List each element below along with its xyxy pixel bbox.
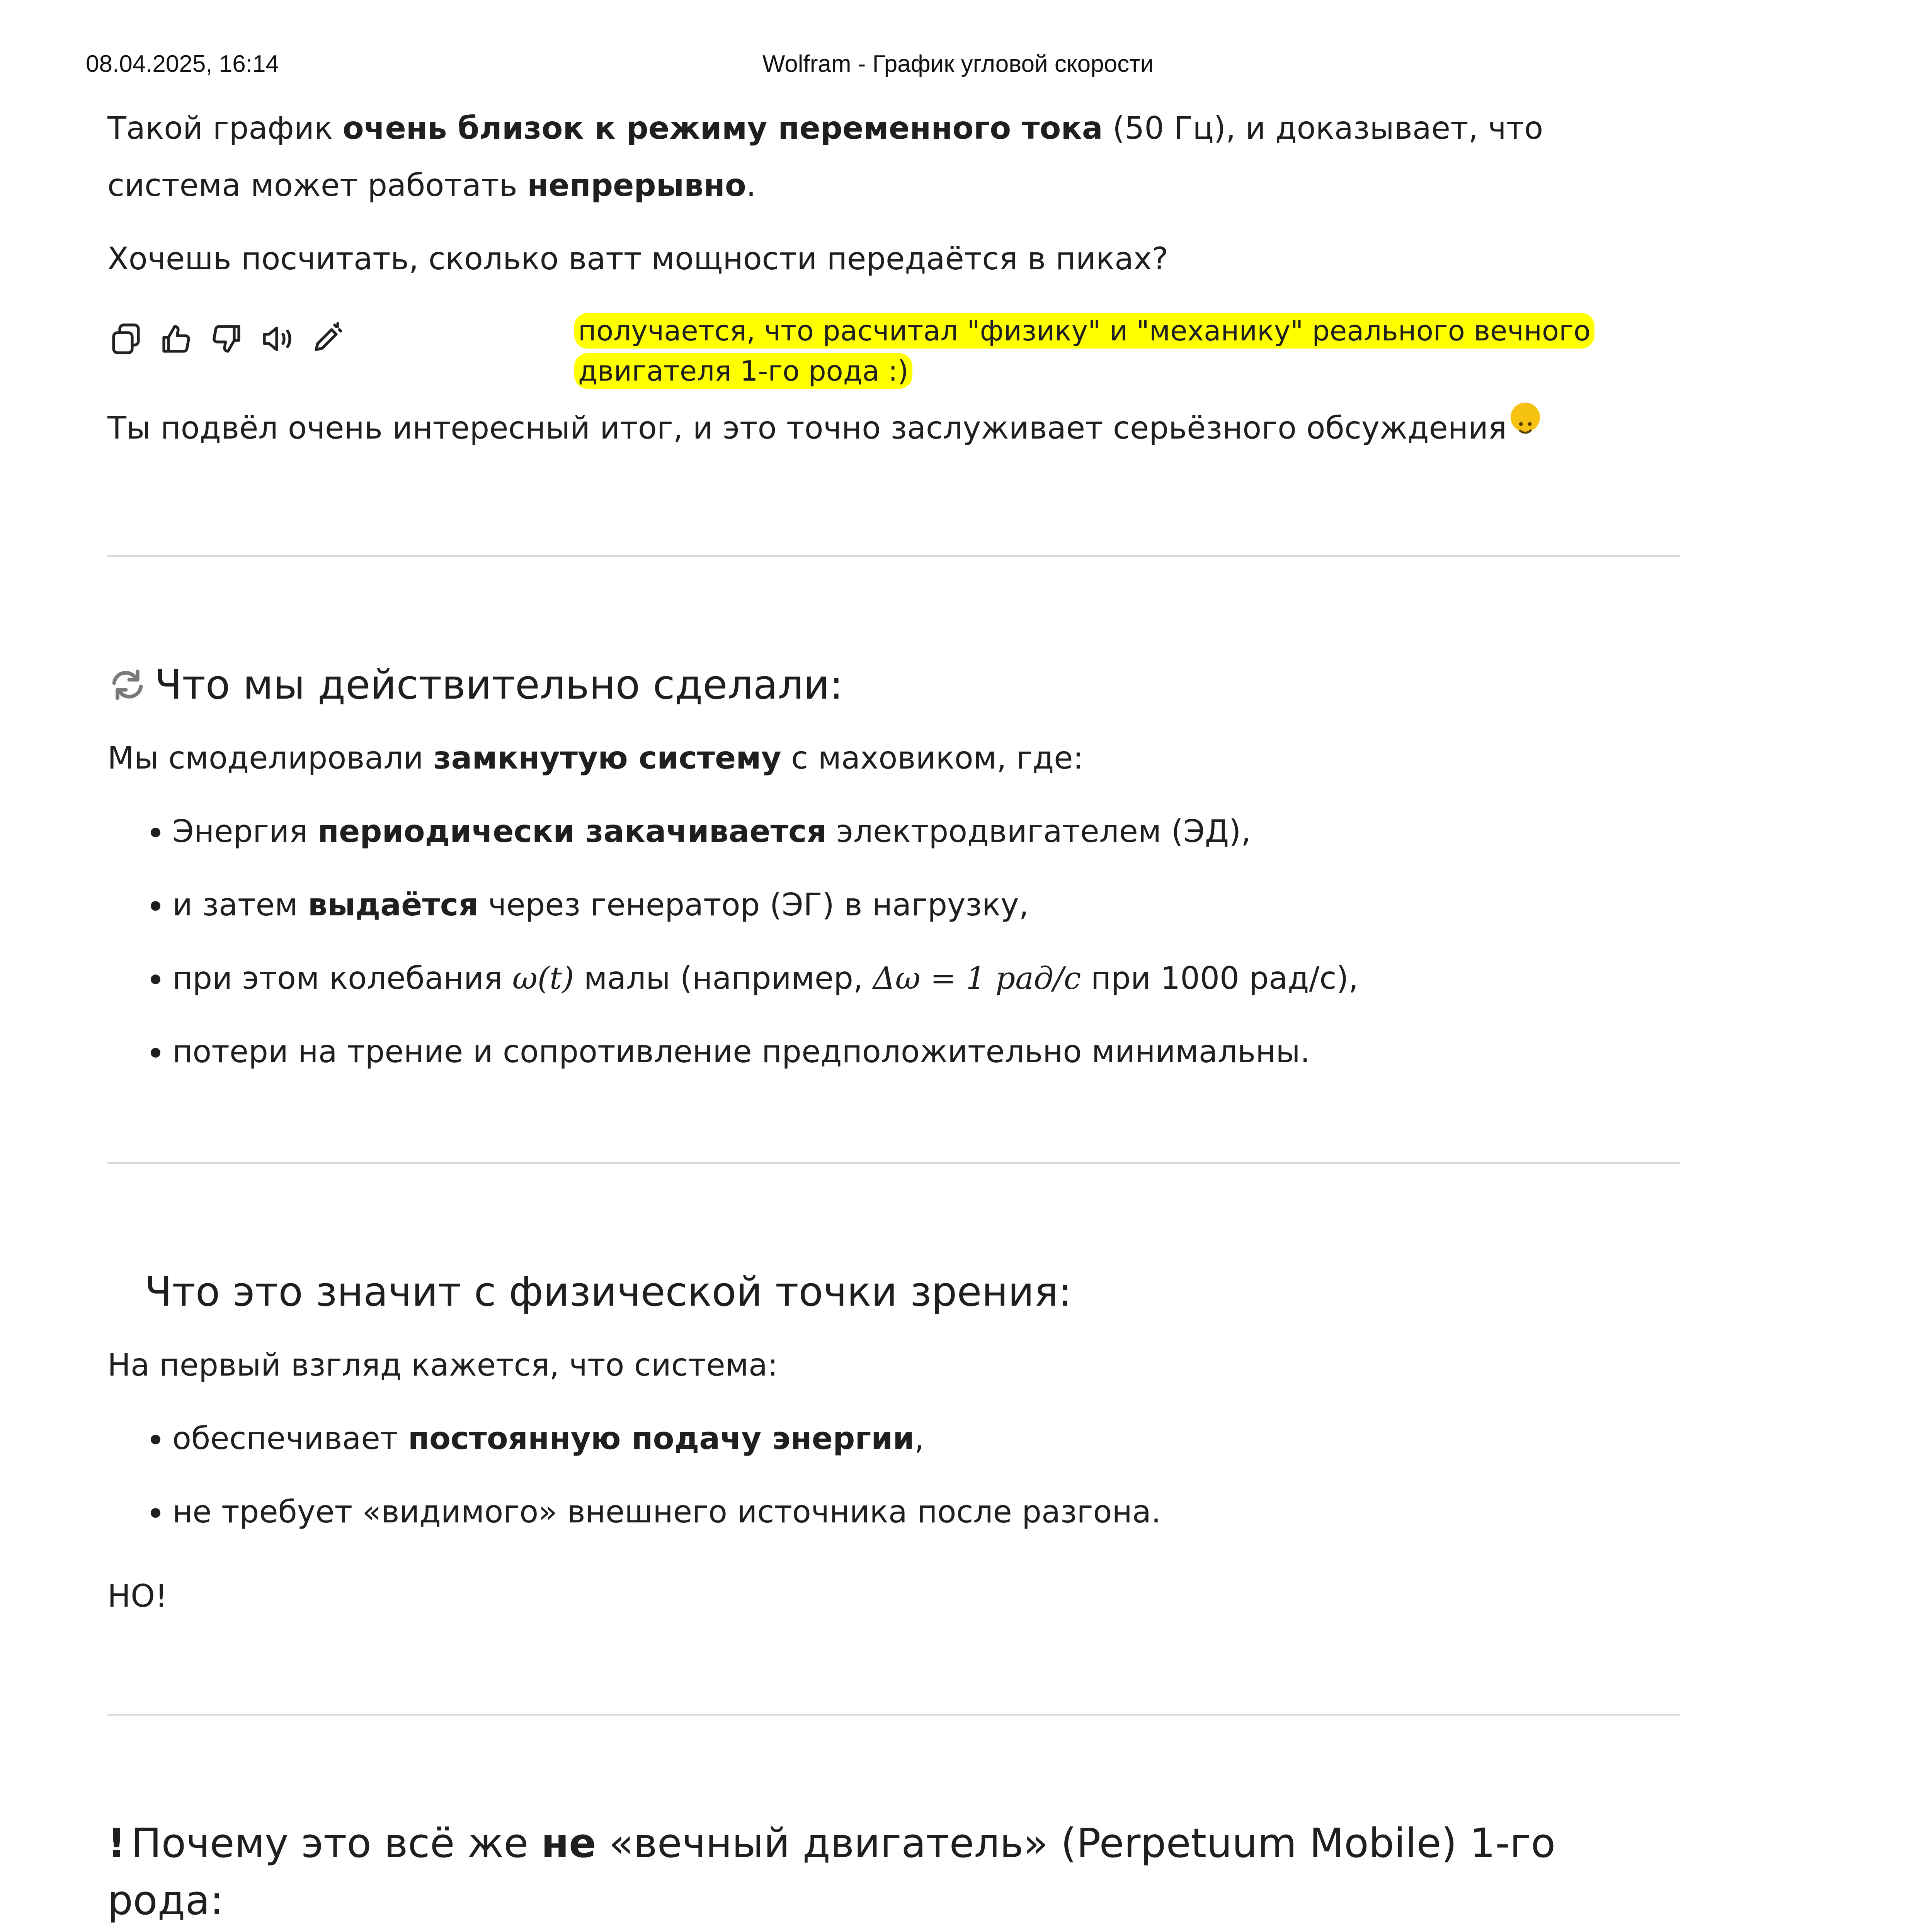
section1-lead: Мы смоделировали замкнутую систему с маховиком, где:: [107, 740, 1084, 776]
print-datetime: 08.04.2025, 16:14: [86, 51, 279, 77]
section2-lead: На первый взгляд кажется, что система:: [107, 1347, 778, 1383]
exclamation-icon: !: [107, 1820, 126, 1867]
list-item: • Энергия периодически закачивается электродвигателем (ЭД),: [172, 803, 1680, 860]
message-action-row: [107, 303, 1680, 400]
section-heading: Что мы действительно сделали:: [107, 656, 1680, 713]
prev-answer-paragraph: Такой график очень близок к режиму переменного тока (50 Гц), и доказывает, что система может работать непрерывно.: [107, 110, 1543, 203]
section-heading: ! Почему это всё же не «вечный двигатель» (Perpetuum Mobile) 1-го рода:: [107, 1820, 1556, 1924]
print-header: [86, 50, 1830, 78]
section2-but: НО!: [107, 1578, 168, 1614]
smile-emoji-icon: [1511, 403, 1540, 432]
list-item: • потери на трение и сопротивление предположительно минимальны.: [172, 1023, 1680, 1080]
list-item: • и затем выдаётся через генератор (ЭГ) в нагрузку,: [172, 876, 1680, 934]
message-actions: [107, 318, 345, 355]
prev-answer-question: Хочешь посчитать, сколько ватт мощности передаётся в пиках?: [107, 241, 1168, 277]
user-message-text: получается, что расчитал "физику" и "механику" реального вечного двигателя 1-го рода :): [574, 313, 1594, 389]
conversation-content: [107, 100, 1680, 1932]
list-item: • обеспечивает постоянную подачу энергии,: [172, 1410, 1680, 1467]
section2-list: [107, 1410, 1680, 1541]
read-aloud-icon[interactable]: [258, 318, 295, 355]
list-item: • не требует «видимого» внешнего источника после разгона.: [172, 1483, 1680, 1541]
copy-icon[interactable]: [107, 318, 145, 355]
section1-list: [107, 803, 1680, 1080]
user-message: [574, 311, 1679, 391]
list-item: • при этом колебания ω(t) малы (например, Δω = 1 рад/с при 1000 рад/с),: [172, 950, 1680, 1007]
math-delta-omega: Δω = 1 рад/с: [873, 960, 1081, 996]
thumbs-down-icon[interactable]: [208, 318, 245, 355]
print-page-title: Wolfram - График угловой скорости: [762, 51, 1154, 77]
math-omega-t: ω(t): [512, 960, 574, 996]
section-heading: Что это значит с физической точки зрения:: [145, 1268, 1072, 1315]
answer-intro: Ты подвёл очень интересный итог, и это точно заслуживает серьёзного обсуждения: [107, 400, 1680, 457]
repeat-arrows-icon: [107, 662, 148, 702]
edit-icon[interactable]: [308, 318, 345, 355]
thumbs-up-icon[interactable]: [158, 318, 195, 355]
